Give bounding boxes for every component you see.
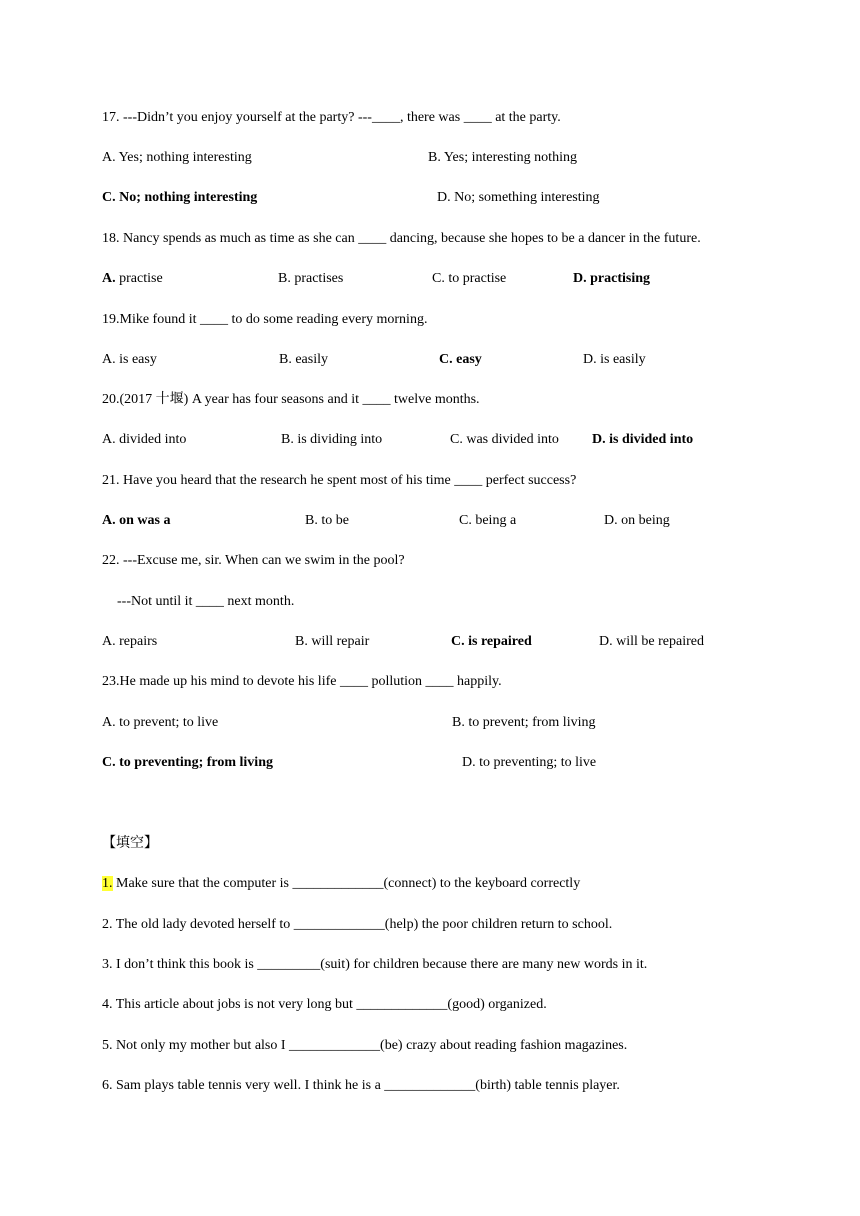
- q18-option-d-answer: D. practising: [573, 271, 650, 286]
- q22-stem: 22. ---Excuse me, sir. When can we swim in the pool?: [102, 553, 405, 568]
- q18-option-a-text: practise: [115, 271, 163, 286]
- q17-option-b: B. Yes; interesting nothing: [428, 150, 577, 165]
- q22-option-c-answer: C. is repaired: [451, 634, 532, 649]
- q18-stem: 18. Nancy spends as much as time as she can ____ dancing, because she hopes to be a dancer in the future.: [102, 231, 701, 246]
- fill-item-5-text: Not only my mother but also I _____________(be) crazy about reading fashion magazines.: [112, 1038, 628, 1053]
- fill-item-5: [102, 1037, 627, 1055]
- q20-stem: 20.(2017 十堰) A year has four seasons and it ____ twelve months.: [102, 392, 480, 407]
- fill-item-4-number: 4.: [102, 997, 113, 1012]
- fill-item-1-text: Make sure that the computer is _____________(connect) to the keyboard correctly: [112, 876, 581, 891]
- fill-item-2-number: 2.: [102, 917, 113, 932]
- fill-item-3-number: 3.: [102, 957, 113, 972]
- q19-option-a: A. is easy: [102, 352, 157, 367]
- fill-item-6: [102, 1077, 620, 1095]
- q21-option-c: C. being a: [459, 513, 517, 528]
- q23-stem: 23.He made up his mind to devote his life ____ pollution ____ happily.: [102, 674, 502, 689]
- fill-item-6-number: 6.: [102, 1078, 113, 1093]
- q21-option-b: B. to be: [305, 513, 349, 528]
- fill-item-6-text: Sam plays table tennis very well. I think he is a _____________(birth) table tennis player.: [112, 1078, 620, 1093]
- fill-item-1-number-highlighted: 1.: [102, 876, 113, 891]
- q18-option-b: B. practises: [278, 271, 344, 286]
- fill-item-3: [102, 956, 647, 974]
- fill-item-2-text: The old lady devoted herself to _____________(help) the poor children return to school.: [112, 917, 613, 932]
- fill-item-2: [102, 916, 612, 934]
- fill-item-4: [102, 996, 547, 1014]
- q22-option-b: B. will repair: [295, 634, 370, 649]
- fill-item-5-number: 5.: [102, 1038, 113, 1053]
- q17-option-c-answer: C. No; nothing interesting: [102, 190, 258, 205]
- q17-stem: 17. ---Didn’t you enjoy yourself at the party? ---____, there was ____ at the party.: [102, 110, 561, 125]
- q19-option-b: B. easily: [279, 352, 328, 367]
- q23-option-c-answer: C. to preventing; from living: [102, 755, 273, 770]
- q20-option-d-answer: D. is divided into: [592, 432, 694, 447]
- q23-option-a: A. to prevent; to live: [102, 715, 219, 730]
- q20-option-b: B. is dividing into: [281, 432, 383, 447]
- fill-section-heading: 【填空】: [102, 836, 158, 851]
- fill-item-3-text: I don’t think this book is _________(suit) for children because there are many new words in it.: [112, 957, 648, 972]
- q18-option-a-letter: A.: [102, 271, 116, 286]
- q19-option-c-answer: C. easy: [439, 352, 482, 367]
- q18-option-c: C. to practise: [432, 271, 507, 286]
- q21-stem: 21. Have you heard that the research he spent most of his time ____ perfect success?: [102, 473, 577, 488]
- q22-option-d: D. will be repaired: [599, 634, 704, 649]
- fill-item-4-text: This article about jobs is not very long but _____________(good) organized.: [112, 997, 547, 1012]
- q21-option-a-answer: A. on was a: [102, 513, 171, 528]
- q21-option-d: D. on being: [604, 513, 670, 528]
- q18-option-a: [102, 270, 163, 288]
- q20-option-c: C. was divided into: [450, 432, 559, 447]
- q22-stem-reply: ---Not until it ____ next month.: [117, 594, 295, 609]
- q19-stem: 19.Mike found it ____ to do some reading every morning.: [102, 312, 428, 327]
- q22-option-a: A. repairs: [102, 634, 158, 649]
- q17-option-d: D. No; something interesting: [437, 190, 600, 205]
- q19-option-d: D. is easily: [583, 352, 646, 367]
- q20-option-a: A. divided into: [102, 432, 187, 447]
- fill-item-1: [102, 875, 580, 893]
- q23-option-d: D. to preventing; to live: [462, 755, 597, 770]
- q23-option-b: B. to prevent; from living: [452, 715, 596, 730]
- q17-option-a: A. Yes; nothing interesting: [102, 150, 252, 165]
